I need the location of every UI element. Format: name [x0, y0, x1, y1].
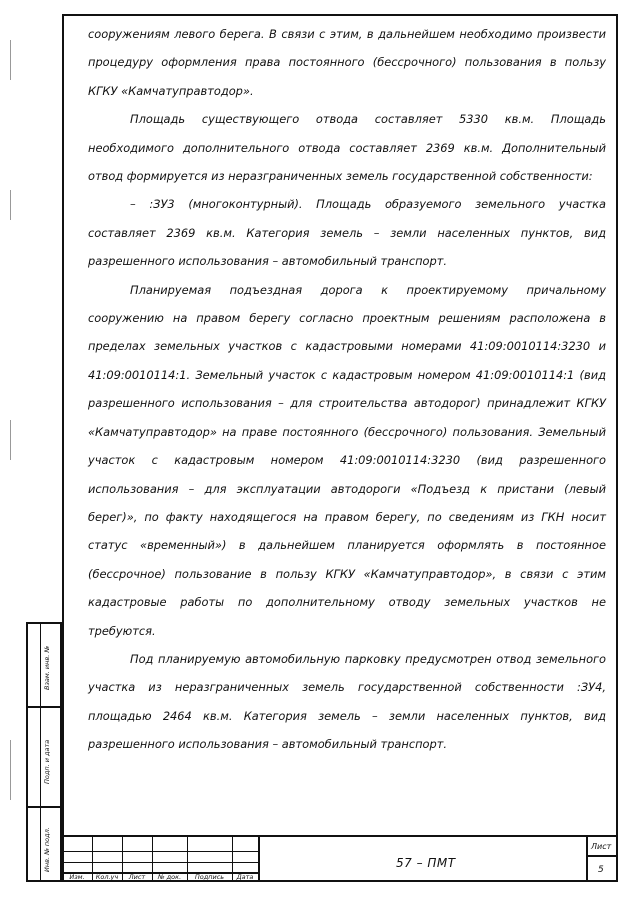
side-row-divider [28, 806, 60, 808]
sheet-label: Лист [591, 842, 612, 851]
inv-podl-label: Инв. № подл. [43, 827, 51, 872]
podp-data-label: Подп. и дата [43, 739, 51, 784]
stamp-col-line [258, 837, 260, 882]
stamp-header-signature: Подпись [194, 873, 225, 881]
stamp-header-doc: № док. [157, 873, 182, 881]
side-divider [40, 624, 41, 880]
paragraph-2: Площадь существующего отвода составляет 5330 кв.м. Площадь необходимого дополнительного отвода составляет 2369 кв.м. Дополнительный отвод формируется из неразграниченных земель государственной собственности: [88, 112, 606, 184]
stamp-row-line [586, 855, 616, 857]
binding-mark [10, 420, 11, 460]
title-block [62, 835, 618, 882]
stamp-header-list: Лист [128, 873, 146, 881]
binding-mark [10, 40, 11, 80]
binding-mark [10, 740, 11, 800]
side-approval-column [26, 622, 62, 882]
side-row-divider [28, 706, 60, 708]
document-body [88, 20, 606, 759]
stamp-col-line [586, 837, 588, 882]
paragraph-5: Под планируемую автомобильную парковку предусмотрен отвод земельного участка из неразграниченных земель государственной собственности :ЗУ4, площадью 2464 кв.м. Категория земель – земли населенных пунктов, вид разрешенного использования – автомобильный транспорт. [88, 651, 606, 752]
paragraph-3: – :ЗУ3 (многоконтурный). Площадь образуемого земельного участка составляет 2369 кв.м. Категория земель – земли населенных пунктов, вид разрешенного использования – автомобильный транспорт. [88, 197, 606, 269]
binding-mark [10, 190, 11, 220]
inv-vzam-label: Взам. инв. № [43, 645, 51, 690]
stamp-header-date: Дата [236, 873, 254, 881]
document-code: 57 – ПМТ [396, 856, 456, 870]
paragraph-4: Планируемая подъездная дорога к проектируемому причальному сооружению на правом берегу согласно проектным решениям расположена в пределах земельных участков с кадастровыми номерами 41:09:0010114:3230 и 41:09:0010114:1. Земельный участок с кадастровым номером 41:09:0010114:1 (вид разрешенного использования – для строительства автодорог) принадлежит КГКУ «Камчатуправтодор» на праве постоянного (бессрочного) пользования. Земельный участок с кадастровым номером 41:09:0010114:3230 (вид разрешенного использования – для эксплуатации автодороги «Подъезд к пристани (левый берег)», по факту находящегося на правом берегу, по сведениям из ГКН носит статус «временный») в дальнейшем планируется оформлять в постоянное (бессрочное) пользование в пользу КГКУ «Камчатуправтодор», в связи с этим кадастровые работы по дополнительному отводу земельных участков не требуются. [88, 282, 606, 638]
sheet-number: 5 [598, 865, 604, 875]
stamp-header-izm: Изм. [69, 873, 85, 881]
paragraph-1: сооружениям левого берега. В связи с этим, в дальнейшем необходимо произвести процедуру оформления права постоянного (бессрочного) пользования в пользу КГКУ «Камчатуправтодор». [88, 27, 606, 98]
stamp-header-kol: Кол.уч [95, 873, 119, 881]
